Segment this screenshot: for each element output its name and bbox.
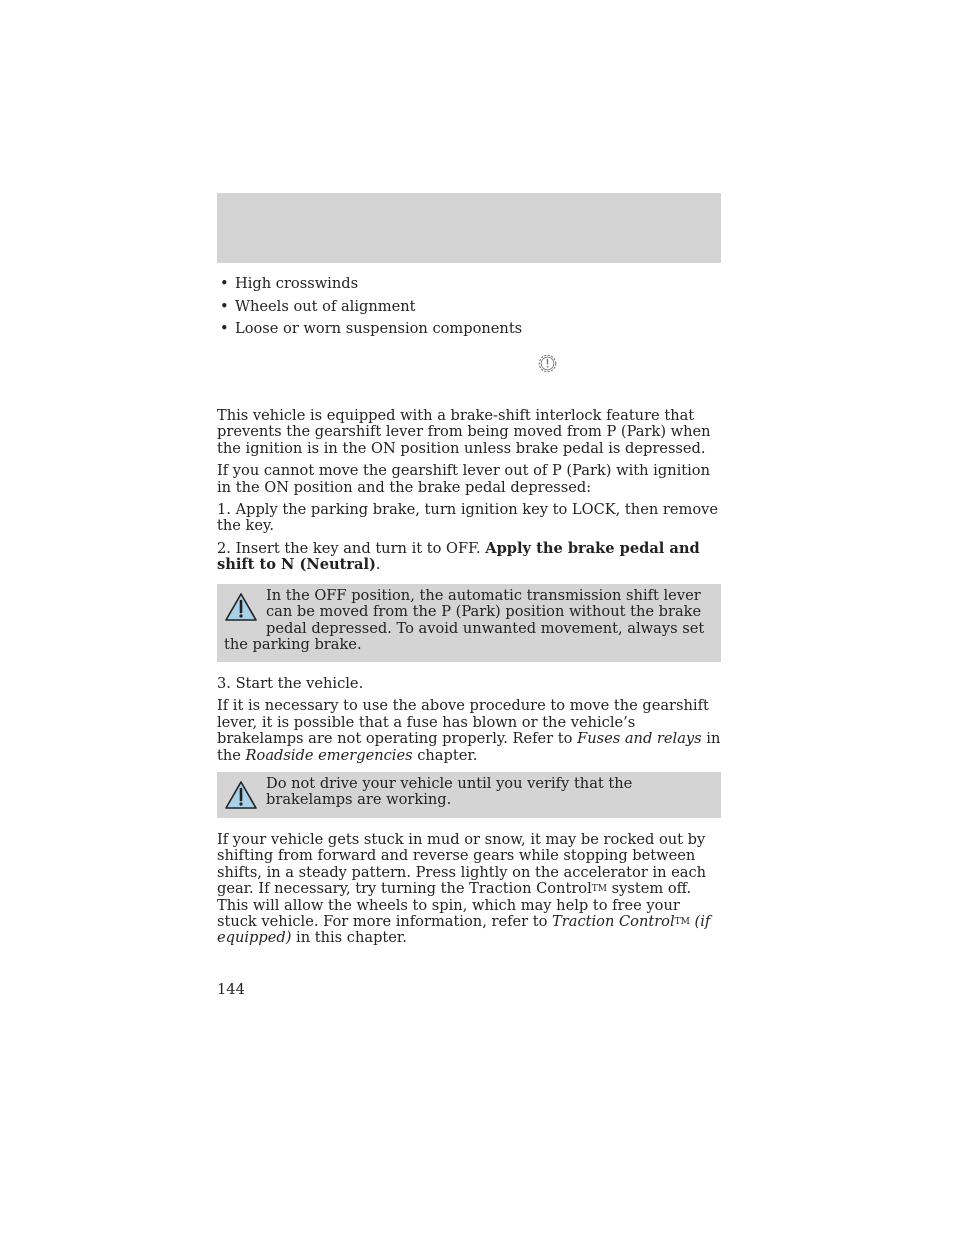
bullet-list	[217, 276, 721, 344]
bullet-dot: •	[220, 297, 229, 315]
page-number: 144	[217, 981, 245, 998]
paragraph: This vehicle is equipped with a brake-shift interlock feature that prevents the gearshift lever from being moved from P (Park) when the ignition is in the ON position unless brake pedal is depressed.	[217, 407, 711, 457]
list-item: • Loose or worn suspension components	[220, 320, 523, 337]
warning-triangle-icon	[224, 780, 258, 810]
warning-box	[217, 772, 721, 818]
paragraph: If it is necessary to use the above procedure to move the gearshift lever, it is possible that a fuse has blown or the vehicle’s brakelamps are not operating properly. Refer to Fuses and relays in the Roadside emergencies chapter.	[217, 697, 721, 764]
paragraph: 2. Insert the key and turn it to OFF. Apply the brake pedal and shift to N (Neutral).	[217, 539, 700, 574]
warning-text: In the OFF position, the automatic transmission shift lever can be moved from the P (Park) position without the brake pedal depressed. To avoid unwanted movement, always set the parking brake.	[224, 587, 705, 654]
trademark-mark: TM	[674, 917, 690, 928]
paragraph: If you cannot move the gearshift lever out of P (Park) with ignition in the ON position and the brake pedal depressed:	[217, 462, 710, 496]
bullet-dot: •	[220, 275, 229, 292]
bullet-dot: •	[220, 320, 229, 337]
interlock-section	[217, 408, 723, 580]
warning-box	[217, 584, 721, 662]
chapter-header-band	[217, 193, 721, 263]
trademark-mark: TM	[591, 884, 607, 895]
warning-triangle-icon	[224, 592, 258, 622]
step3-section	[217, 676, 723, 770]
warning-text: Do not drive your vehicle until you verify that the brakelamps are working.	[266, 775, 633, 809]
paragraph: If your vehicle gets stuck in mud or snow, it may be rocked out by shifting from forward and reverse gears while stopping between shifts, in a steady pattern. Press lightly on the accelerator in each gear. If necessary, try turning the Traction ControlTM system off. This will allow the wheels to spin, which may help to free your stuck vehicle. For more information, refer to Traction ControlTM (if equipped) in this chapter.	[217, 831, 711, 947]
list-item: • High crosswinds	[220, 275, 359, 292]
list-item: • Wheels out of alignment	[220, 297, 416, 315]
paragraph: 1. Apply the parking brake, turn ignition key to LOCK, then remove the key.	[217, 501, 718, 535]
stuck-vehicle-section	[217, 832, 723, 953]
gear-warning-icon	[537, 353, 558, 374]
paragraph: 3. Start the vehicle.	[217, 675, 364, 692]
